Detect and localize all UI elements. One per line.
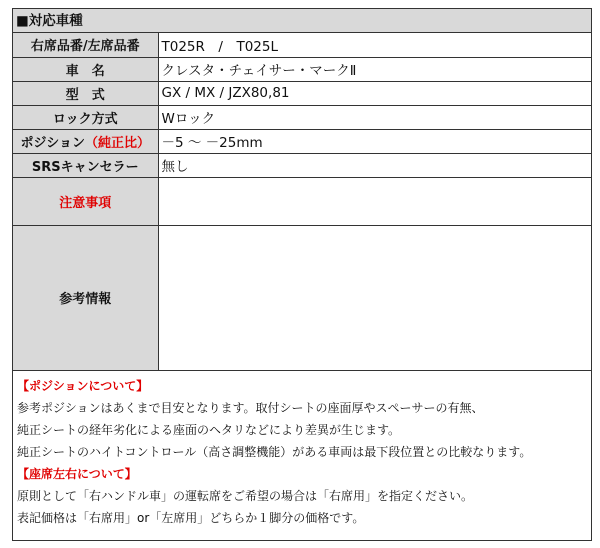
- notes-section: [13, 371, 591, 529]
- section-header: ■対応車種: [13, 9, 591, 33]
- value-cautions: [158, 177, 591, 225]
- seat-side-note-line: 原則として「右ハンドル車」の運転席をご希望の場合は「右席用」を指定ください。: [17, 488, 474, 503]
- value-model-code: GX / MX / JZX80,81: [158, 81, 591, 105]
- value-part-number: T025R / T025L: [158, 33, 591, 57]
- row-model-code: [13, 81, 591, 105]
- value-car-name: クレスタ・チェイサー・マークⅡ: [158, 57, 591, 81]
- position-note-line: 参考ポジションはあくまで目安となります。取付シートの座面厚やスペーサーの有無、: [17, 400, 484, 415]
- row-srs-canceller: [13, 153, 591, 177]
- value-lock-type: Wロック: [158, 105, 591, 129]
- label-model-code: 型 式: [13, 81, 158, 105]
- seat-side-notes-heading: 【座席左右について】: [17, 466, 137, 481]
- label-position: [13, 129, 158, 153]
- row-reference-info: [13, 225, 591, 370]
- value-position: －5 ～ －25mm: [158, 129, 591, 153]
- spec-table: [13, 33, 591, 371]
- row-car-name: [13, 57, 591, 81]
- position-note-line: 純正シートのハイトコントロール（高さ調整機能）がある車両は最下段位置との比較なります。: [17, 444, 532, 459]
- label-position-paren: （純正比）: [84, 135, 150, 151]
- label-cautions: 注意事項: [13, 177, 158, 225]
- label-part-number: 右席品番/左席品番: [13, 33, 158, 57]
- row-position: [13, 129, 591, 153]
- label-position-main: ポジション: [20, 135, 85, 151]
- seat-side-note-line: 表記価格は「右席用」or「左席用」どちらか１脚分の価格です。: [17, 510, 365, 525]
- row-lock-type: [13, 105, 591, 129]
- label-srs-canceller: SRSキャンセラー: [13, 153, 158, 177]
- row-cautions: [13, 177, 591, 225]
- value-reference-info: [158, 225, 591, 370]
- label-car-name: 車 名: [13, 57, 158, 81]
- compatibility-sheet: [12, 8, 592, 541]
- row-part-number: [13, 33, 591, 57]
- position-note-line: 純正シートの経年劣化による座面のヘタリなどにより差異が生じます。: [17, 422, 401, 437]
- label-reference-info: 参考情報: [13, 225, 158, 370]
- position-notes-heading: 【ポジションについて】: [17, 378, 149, 393]
- value-srs-canceller: 無し: [158, 153, 591, 177]
- label-lock-type: ロック方式: [13, 105, 158, 129]
